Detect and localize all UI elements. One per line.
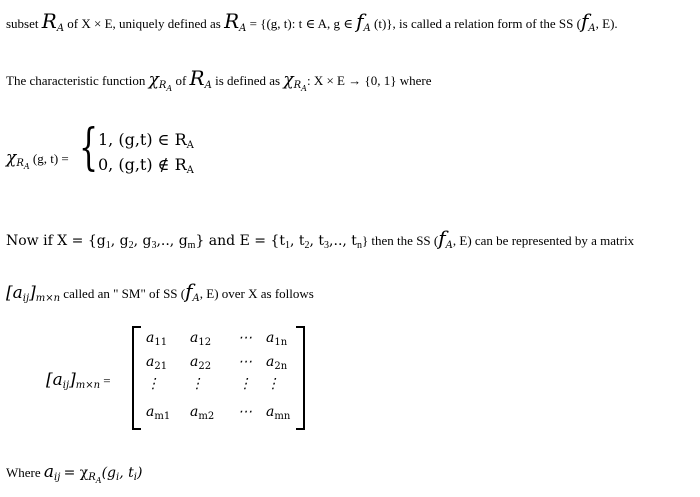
math-bracket-a: [a [46,370,63,390]
matrix-entry-value: ⋮ [238,376,252,392]
text: of [175,73,187,88]
math-f: f [438,226,446,250]
matrix-entry-value: ⋮ [146,376,160,392]
piecewise-row-2 [98,155,194,174]
matrix-entry-value: a [190,330,199,346]
matrix-entry-sub: mn [274,411,291,422]
math-sub: n [356,240,362,251]
math-R: R [189,66,205,90]
matrix-entry [146,404,170,420]
math-sub: A [192,293,200,304]
matrix-entry-value: ⋮ [190,376,204,392]
text: ) [136,465,143,481]
text: , t [309,233,325,249]
text: Now if X = {g [6,233,106,249]
matrix-entry-value: a [190,354,199,370]
matrix-entry [266,354,287,370]
text: (g [101,465,117,481]
math-bracket: ] [29,283,36,303]
math-sub: ij [22,293,30,304]
matrix-entry [238,376,252,392]
math-subsub: A [95,476,102,485]
text: 0, (g,t) ∉ R [98,155,187,174]
matrix-left-bracket [132,326,141,430]
text: ,.., t [329,233,357,249]
math-R: R [41,9,57,33]
matrix-representation-sentence [6,226,634,250]
math-f: f [356,9,364,33]
matrix-entry [266,376,280,392]
math-sub: A [56,23,65,34]
matrix-entry-value: ⋯ [238,330,252,346]
math-chi: χ [283,70,294,90]
text: , E). [595,16,618,31]
text: is defined as [215,73,281,88]
text: , g [110,233,129,249]
text: } then the SS ( [361,233,439,248]
text: subset [6,16,39,31]
matrix-entry-value: a [146,330,155,346]
matrix-right-bracket [296,326,305,430]
math-sub: R [88,472,96,483]
matrix-entry-sub: m1 [154,411,171,422]
matrix-entry [266,330,287,346]
math-R: R [224,9,240,33]
piecewise-definition [6,118,306,182]
math-sub: A [186,165,194,176]
text: , E) can be represented by a matrix [452,233,635,248]
matrix-entry-value: ⋯ [238,354,252,370]
text: (t)}, is called a relation form of the SS ( [374,16,581,31]
matrix-entry-value: a [146,354,155,370]
matrix-entry-sub: 1n [274,337,288,348]
math-f: f [580,9,589,33]
math-sub: A [239,23,247,34]
entry-definition-sentence [6,462,143,485]
matrix-entry [146,376,160,392]
piecewise-lhs [6,148,69,171]
math-sub: R [293,80,302,91]
relation-form-sentence [6,9,618,33]
matrix-entry [190,330,211,346]
matrix-entry [190,376,204,392]
matrix-entry [146,354,167,370]
text: Where [6,465,41,480]
matrix-entry [238,330,252,346]
matrix-lhs [46,370,111,390]
math-sub: A [588,23,596,34]
math-subsub: A [23,162,30,171]
matrix-entry-sub: 21 [154,361,168,372]
math-sub: m×n [35,293,61,304]
sm-definition-sentence [6,279,314,303]
text: } and E = {t [195,233,285,249]
text: : X × E → {0, 1} where [306,73,432,88]
math-sub: 1 [284,240,290,251]
matrix-entry [238,354,252,370]
text: called an " SM" of SS ( [60,286,186,301]
math-sub: A [363,23,371,34]
math-sub: ij [54,472,61,483]
math-subsub: A [166,84,173,93]
math-sub: 2 [128,240,134,251]
math-bracket: ] [69,370,76,390]
matrix-entry [190,354,211,370]
math-sub: R [16,158,24,169]
matrix-entry-value: a [266,330,275,346]
matrix-entry-value: a [146,404,155,420]
text: of X × E, uniquely defined as [67,16,221,31]
left-brace: { [79,118,99,176]
matrix-entry [238,404,252,420]
math-sub: i [116,472,120,483]
math-sub: R [158,80,167,91]
matrix-entry-value: ⋯ [238,404,252,420]
math-sub: m [187,240,196,251]
matrix-entry-value: a [266,354,275,370]
text: ,.., g [156,233,188,249]
text: = {(g, t): t ∈ A, g ∈ [249,16,353,31]
math-sub: ij [62,380,70,391]
math-f: f [185,279,193,303]
math-sub: 1 [105,240,111,251]
matrix-entry-sub: 11 [154,337,168,348]
math-a: a [43,462,55,482]
matrix-entry [266,404,290,420]
matrix-entry [146,330,167,346]
matrix-entry-sub: 12 [198,337,212,348]
text: (g, t) = [32,151,69,166]
text: , t [289,233,305,249]
characteristic-function-sentence [6,66,432,93]
matrix-entry [190,404,214,420]
text: The characteristic function [6,73,146,88]
matrix-entry-sub: m2 [198,411,215,422]
math-subsub: A [301,84,307,93]
equals-sign: = [100,373,111,388]
math-chi: χ [6,148,17,168]
math-sub: 3 [151,240,157,251]
math-sub: A [204,80,212,91]
text: = χ [63,465,89,481]
math-sub: A [445,240,453,251]
text: 1, (g,t) ∈ R [98,130,187,149]
text: , E) over X as follows [199,286,314,301]
math-sub: 2 [304,240,310,251]
math-chi: χ [148,70,159,90]
math-sub: 3 [324,240,330,251]
matrix-entry-value: ⋮ [266,376,280,392]
matrix-entry-value: a [190,404,199,420]
piecewise-row-1 [98,130,194,149]
matrix-entry-value: a [266,404,275,420]
math-sub: A [186,140,194,151]
matrix-entry-sub: 2n [274,361,288,372]
matrix-entry-sub: 22 [198,361,212,372]
math-sub: i [133,472,137,483]
math-bracket-a: [a [6,283,23,303]
matrix-equation [6,326,326,432]
text: , t [119,465,134,481]
math-sub: m×n [75,380,101,391]
text: , g [133,233,152,249]
